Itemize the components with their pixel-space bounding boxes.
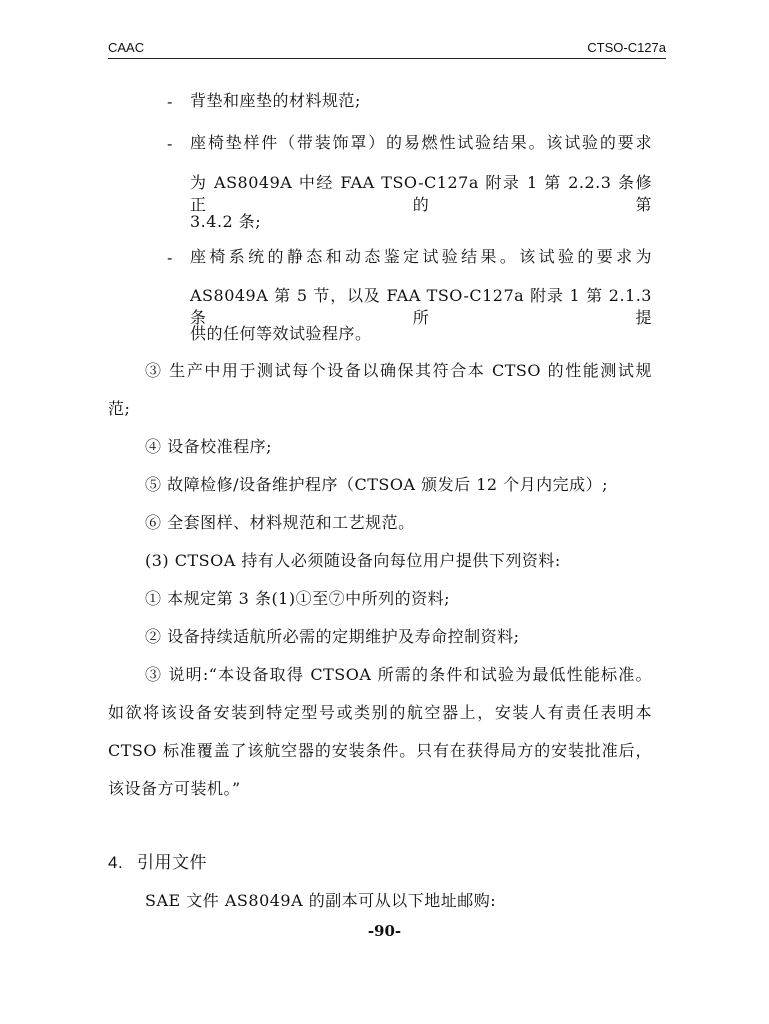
sub-item-3: ③ 说明:“本设备取得 CTSOA 所需的条件和试验为最低性能标准。 [145, 665, 652, 684]
bullet-line: 供的任何等效试验程序。 [190, 324, 372, 343]
bullet-line: 背垫和座垫的材料规范; [190, 91, 361, 110]
bullet-line: AS8049A 第 5 节，以及 FAA TSO-C127a 附录 1 第 2.1.3 条所提 [190, 286, 652, 327]
item-3-cont: 范; [108, 399, 131, 418]
bullet-line: 为 AS8049A 中经 FAA TSO-C127a 附录 1 第 2.2.3 条修正的第 [190, 173, 652, 214]
sub-item-3-cont: CTSO 标准覆盖了该航空器的安装条件。只有在获得局方的安装批准后， [108, 741, 652, 760]
header-rule [108, 58, 666, 59]
bullet-dash: - [167, 248, 173, 267]
bullet-line: 3.4.2 条; [190, 212, 262, 231]
page-number: -90- [367, 922, 402, 940]
bullet-line: 座椅系统的静态和动态鉴定试验结果。该试验的要求为 [190, 247, 652, 266]
section-body: SAE 文件 AS8049A 的副本可从以下地址邮购: [145, 891, 497, 910]
item-4: ④ 设备校准程序; [145, 437, 272, 456]
bullet-dash: - [167, 134, 173, 153]
sub-item-3-cont: 如欲将该设备安装到特定型号或类别的航空器上，安装人有责任表明本 [108, 703, 652, 722]
bullet-dash: - [167, 92, 173, 111]
paragraph-3: (3) CTSOA 持有人必须随设备向每位用户提供下列资料: [145, 551, 561, 570]
sub-item-2: ② 设备持续适航所必需的定期维护及寿命控制资料; [145, 627, 520, 646]
bullet-line: 座椅垫样件（带装饰罩）的易燃性试验结果。该试验的要求 [190, 133, 652, 152]
item-5: ⑤ 故障检修/设备维护程序（CTSOA 颁发后 12 个月内完成）; [145, 475, 609, 494]
header-right: CTSO-C127a [587, 40, 666, 55]
header-left: CAAC [108, 40, 145, 55]
section-title: 引用文件 [137, 853, 207, 872]
sub-item-3-cont: 该设备方可装机。” [108, 779, 241, 798]
section-number: 4. [108, 853, 124, 872]
sub-item-1: ① 本规定第 3 条(1)①至⑦中所列的资料; [145, 589, 450, 608]
item-3: ③ 生产中用于测试每个设备以确保其符合本 CTSO 的性能测试规 [145, 361, 652, 380]
item-6: ⑥ 全套图样、材料规范和工艺规范。 [145, 513, 415, 532]
